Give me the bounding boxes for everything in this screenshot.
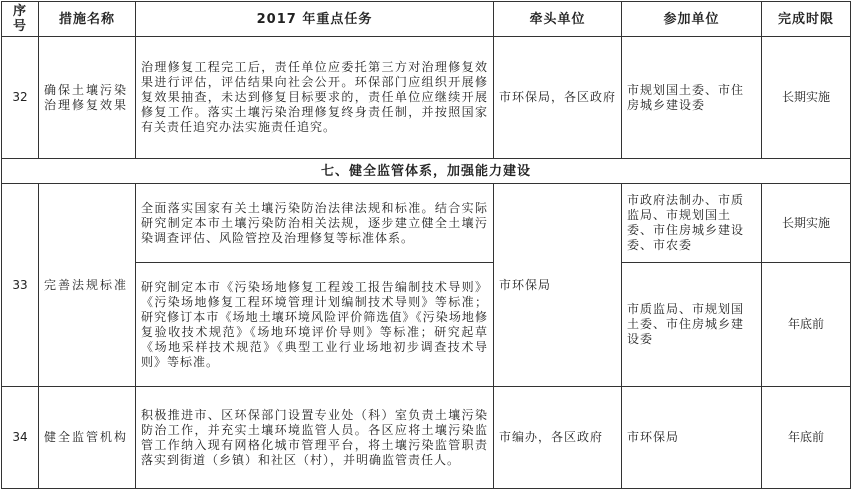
section-title: 七、健全监管体系，加强能力建设 <box>2 159 851 184</box>
participating-units: 市政府法制办、市质监局、市规划国土委、市住房城乡建设委、市农委 <box>622 184 762 263</box>
measures-table <box>1 1 851 489</box>
task-text: 全面落实国家有关土壤污染防治法律法规和标准。结合实际研究制定本市土壤污染防治相关法规，逐步建立健全土壤污染调查评估、风险管控及治理修复等标准体系。 <box>136 184 494 263</box>
deadline: 年底前 <box>762 387 851 489</box>
lead-unit: 市环保局，各区政府 <box>494 37 622 159</box>
deadline: 长期实施 <box>762 184 851 263</box>
table-row-32 <box>2 37 851 159</box>
deadline: 长期实施 <box>762 37 851 159</box>
measure-name: 健全监管机构 <box>39 387 136 489</box>
header-participants: 参加单位 <box>622 2 762 37</box>
header-no: 序号 <box>2 2 39 37</box>
participating-units: 市规划国土委、市住房城乡建设委 <box>622 37 762 159</box>
measure-name: 确保土壤污染治理修复效果 <box>39 37 136 159</box>
header-row <box>2 2 851 37</box>
measure-name: 完善法规标准 <box>39 184 136 387</box>
participating-units: 市环保局 <box>622 387 762 489</box>
row-number: 33 <box>2 184 39 387</box>
table-row-33a <box>2 184 851 263</box>
deadline: 年底前 <box>762 263 851 387</box>
task-text: 积极推进市、区环保部门设置专业处（科）室负责土壤污染防治工作，并充实土壤环境监管人员。各区应将土壤污染监管工作纳入现有网格化城市管理平台，将土壤污染监管职责落实到街道（乡镇）和社区（村），并明确监管责任人。 <box>136 387 494 489</box>
table-row-34 <box>2 387 851 489</box>
header-lead: 牵头单位 <box>494 2 622 37</box>
row-number: 32 <box>2 37 39 159</box>
header-measure: 措施名称 <box>39 2 136 37</box>
lead-unit: 市环保局 <box>494 184 622 387</box>
task-text: 研究制定本市《污染场地修复工程竣工报告编制技术导则》《污染场地修复工程环境管理计划编制技术导则》等标准；研究修订本市《场地土壤环境风险评价筛选值》《污染场地修复验收技术规范》《场地环境评价导则》等标准；研究起草《场地采样技术规范》《典型工业行业场地初步调查技术导则》等标准。 <box>136 263 494 387</box>
lead-unit: 市编办，各区政府 <box>494 387 622 489</box>
header-task: 2017 年重点任务 <box>136 2 494 37</box>
row-number: 34 <box>2 387 39 489</box>
header-deadline: 完成时限 <box>762 2 851 37</box>
section-heading-row <box>2 159 851 184</box>
participating-units: 市质监局、市规划国土委、市住房城乡建设委 <box>622 263 762 387</box>
task-text: 治理修复工程完工后，责任单位应委托第三方对治理修复效果进行评估，评估结果向社会公开。环保部门应组织开展修复效果抽查，未达到修复目标要求的，责任单位应继续开展修复工作。落实土壤污染治理修复终身责任制，并按照国家有关责任追究办法实施责任追究。 <box>136 37 494 159</box>
